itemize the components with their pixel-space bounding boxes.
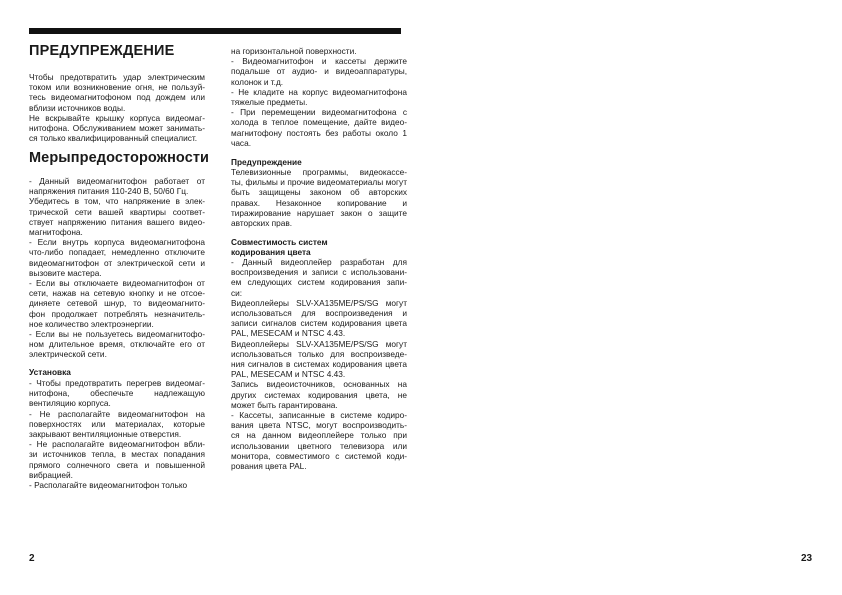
text-line: Видеоплейеры SLV-XA135ME/PS/SG могут — [231, 338, 407, 349]
text-line: использоваться для воспроизведения и — [231, 308, 407, 319]
page-number-left: 2 — [29, 553, 35, 564]
text-line: на горизонтальной поверхности. — [231, 46, 357, 56]
text-line: током или возникновение огня, не пользуй- — [29, 82, 205, 93]
text-line: - Данный видеоплейер разработан для — [231, 257, 407, 267]
text-line: тиражирование нарушает закон о защите — [231, 207, 407, 218]
text-line: записи сигналов систем кодирования цвета — [231, 318, 407, 329]
text-line: - При перемещении видеомагнитофона с — [231, 107, 407, 118]
text-line: электрической сети. — [29, 349, 107, 360]
text-line: - Если внутрь корпуса видеомагнитофона — [29, 237, 205, 248]
text-line: Не вскрывайте крышку корпуса видеомаг- — [29, 113, 205, 123]
page-number-right: 23 — [801, 553, 813, 564]
installation-heading: Установка — [29, 367, 71, 377]
precautions-paragraph — [29, 176, 205, 360]
compat-heading-line-1: Совместимость систем — [231, 237, 328, 247]
text-line: - Не располагайте видеомагнитофон вбли- — [29, 439, 205, 450]
text-line: тесь видеомагнитофоном под дождем или — [29, 92, 205, 103]
text-line: вибрацией. — [29, 469, 73, 480]
text-line: вблизи источников воды. — [29, 102, 126, 113]
text-line: прямого солнечного света и повышенной — [29, 459, 205, 470]
precautions-heading: Мерыпредосторожности — [29, 150, 210, 166]
text-line: Видеоплейеры SLV-XA135ME/PS/SG могут — [231, 297, 407, 308]
text-line: видеомагнитофон от электрической сети и — [29, 257, 205, 268]
text-line: Чтобы предотвратить удар электрическим — [29, 72, 205, 82]
text-line: - Если вы не пользуетесь видеомагнитофо- — [29, 329, 205, 340]
text-line: - Видеомагнитофон и кассеты держите — [231, 56, 407, 67]
text-line: - Не располагайте видеомагнитофон на — [29, 408, 205, 419]
text-line: тяжелые предметы. — [231, 97, 308, 108]
text-line: подальше от аудио- и видеоаппаратуры, — [231, 66, 407, 77]
text-line: монитора, совместимого с системой коди- — [231, 450, 407, 461]
text-line: быть защищены законом об авторских — [231, 187, 407, 198]
text-line: Запись видеоисточников, основанных на — [231, 379, 407, 390]
text-line: напряжения питания 110-240 В, 50/60 Гц. — [29, 186, 189, 197]
warning-paragraph-2 — [29, 113, 205, 144]
text-line: использоваться только для воспроизведе- — [231, 348, 407, 359]
text-line: ствует напряжению питания вашего видео- — [29, 216, 205, 227]
text-line: фон продолжает потреблять незначитель- — [29, 308, 205, 319]
text-line: PAL, MESECAM и NTSC 4.43. — [231, 369, 346, 380]
text-line: магнитофону постоять без работы около 1 — [231, 127, 407, 138]
text-line: холода в теплое помещение, дайте видео- — [231, 117, 407, 128]
text-line: ты, фильмы и прочие видеоматериалы могут — [231, 177, 407, 188]
compat-paragraph — [231, 257, 407, 471]
text-line: рования цвета PAL. — [231, 461, 307, 472]
text-line: PAL, MESECAM и NTSC 4.43. — [231, 328, 346, 339]
text-line: трической сети вашей квартиры соответ- — [29, 206, 205, 217]
top-rule — [29, 28, 401, 34]
text-line: авторских прав. — [231, 218, 293, 229]
text-line: нитофона. Обслуживанием может занимать- — [29, 123, 205, 134]
text-line: - Кассеты, записанные в системе кодиро- — [231, 410, 407, 421]
text-line: воспроизведения и записи с использовани- — [231, 267, 407, 278]
warning-paragraph-1 — [29, 72, 205, 113]
text-line: часа. — [231, 137, 252, 148]
text-line: - Не кладите на корпус видеомагнитофона — [231, 86, 407, 97]
text-line: вания цвета NTSC, могут воспроизводить- — [231, 420, 407, 431]
installation-continued-paragraph — [231, 46, 407, 148]
text-line: нитофона, обеспечьте надлежащую — [29, 388, 205, 399]
text-line: ния сигналов в системах кодирования цвета — [231, 359, 407, 370]
text-line: диняете сетевой шнур, то видеомагнито- — [29, 298, 205, 309]
caution-paragraph — [231, 167, 407, 228]
text-line: вентиляцию корпуса. — [29, 398, 111, 409]
text-line: си: — [231, 287, 243, 298]
text-line: - Чтобы предотвратить перегрев видеомаг- — [29, 378, 205, 388]
installation-paragraph — [29, 378, 205, 490]
text-line: других системах кодирования цвета, не — [231, 389, 407, 400]
text-line: Убедитесь в том, что напряжение в элек- — [29, 196, 205, 207]
caution-heading: Предупреждение — [231, 157, 302, 167]
warning-heading: ПРЕДУПРЕЖДЕНИЕ — [29, 43, 175, 59]
text-line: поверхностях или материалах, которые — [29, 418, 205, 429]
text-line: магнитофона. — [29, 227, 83, 238]
text-line: сети, нажав на сетевую кнопку и не отсое- — [29, 288, 205, 299]
text-line: что-либо попадает, немедленно отключите — [29, 247, 205, 258]
text-line: - Располагайте видеомагнитофон только — [29, 480, 188, 491]
text-line: ное количество электроэнергии. — [29, 318, 154, 329]
text-line: вызовите мастера. — [29, 267, 102, 278]
text-line: зи источников тепла, в местах попадания — [29, 449, 205, 460]
text-line: ся только квалифицированный специалист. — [29, 133, 198, 144]
compat-heading-line-2: кодирования цвета — [231, 247, 311, 257]
text-line: ем следующих систем кодирования запи- — [231, 277, 407, 288]
text-line: - Данный видеомагнитофон работает от — [29, 176, 205, 186]
text-line: закрывают вентиляционные отверстия. — [29, 429, 182, 440]
text-line: ном длительное время, отключайте его от — [29, 339, 205, 350]
text-line: правах. Незаконное копирование и — [231, 197, 407, 208]
text-line: может быть гарантирована. — [231, 399, 338, 410]
text-line: колонок и т.д. — [231, 76, 284, 87]
text-line: Телевизионные программы, видеокассе- — [231, 167, 407, 177]
text-line: использовании цветного телевизора или — [231, 440, 407, 451]
text-line: - Если вы отключаете видеомагнитофон от — [29, 278, 205, 289]
text-line: ся на данном видеоплейере только при — [231, 430, 407, 441]
